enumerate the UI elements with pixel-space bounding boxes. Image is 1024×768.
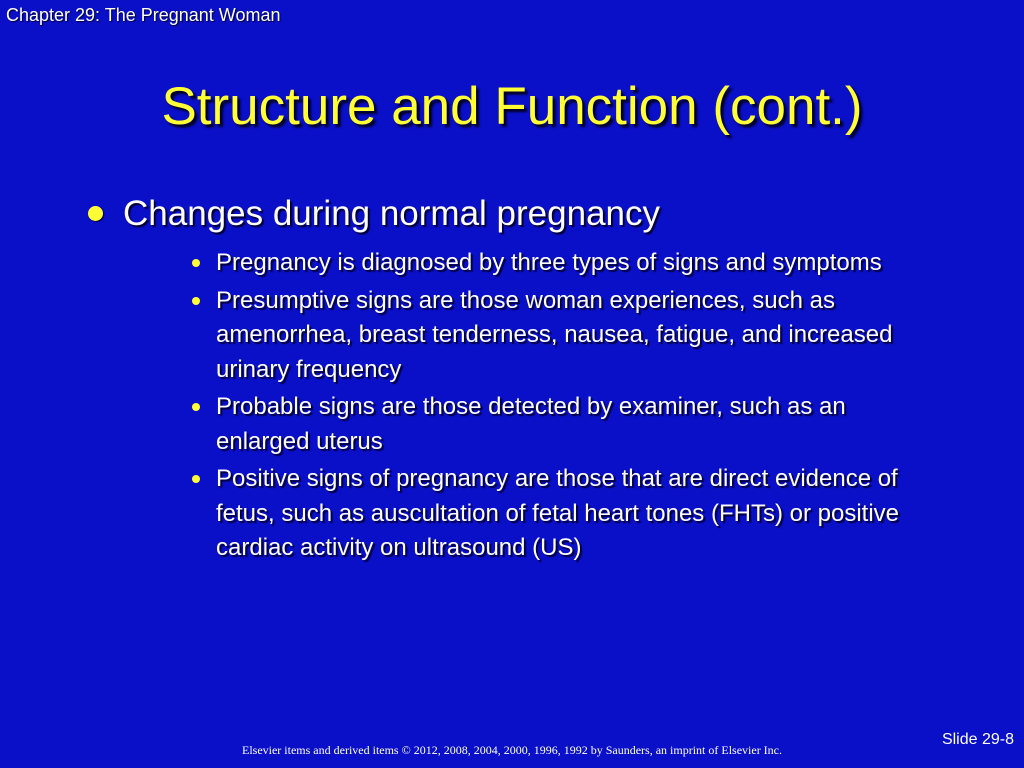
- slide-title: Structure and Function (cont.): [161, 77, 863, 136]
- sub-bullet-list: [190, 246, 930, 569]
- bullet-dot-icon: [192, 475, 200, 483]
- bullet-dot-icon: [192, 259, 200, 267]
- list-item: Presumptive signs are those woman experiences, such as amenorrhea, breast tenderness, nausea, fatigue, and increased urinary frequency: [190, 284, 930, 388]
- bullet-dot-icon: [192, 297, 200, 305]
- list-item: Probable signs are those detected by examiner, such as an enlarged uterus: [190, 390, 930, 459]
- bullet-dot-icon: [88, 206, 103, 221]
- chapter-header: Chapter 29: The Pregnant Woman: [6, 5, 281, 25]
- copyright-footer: Elsevier items and derived items © 2012, 2008, 2004, 2000, 1996, 1992 by Saunders, an imprint of Elsevier Inc.: [241, 743, 783, 757]
- level1-bullet: [88, 190, 660, 238]
- bullet-dot-icon: [192, 403, 200, 411]
- list-item: Pregnancy is diagnosed by three types of signs and symptoms: [190, 246, 930, 281]
- level1-text: Changes during normal pregnancy: [123, 194, 660, 233]
- list-item: Positive signs of pregnancy are those that are direct evidence of fetus, such as auscultation of fetal heart tones (FHTs) or positive cardiac activity on ultrasound (US): [190, 462, 930, 566]
- slide-number: Slide 29-8: [941, 731, 1014, 748]
